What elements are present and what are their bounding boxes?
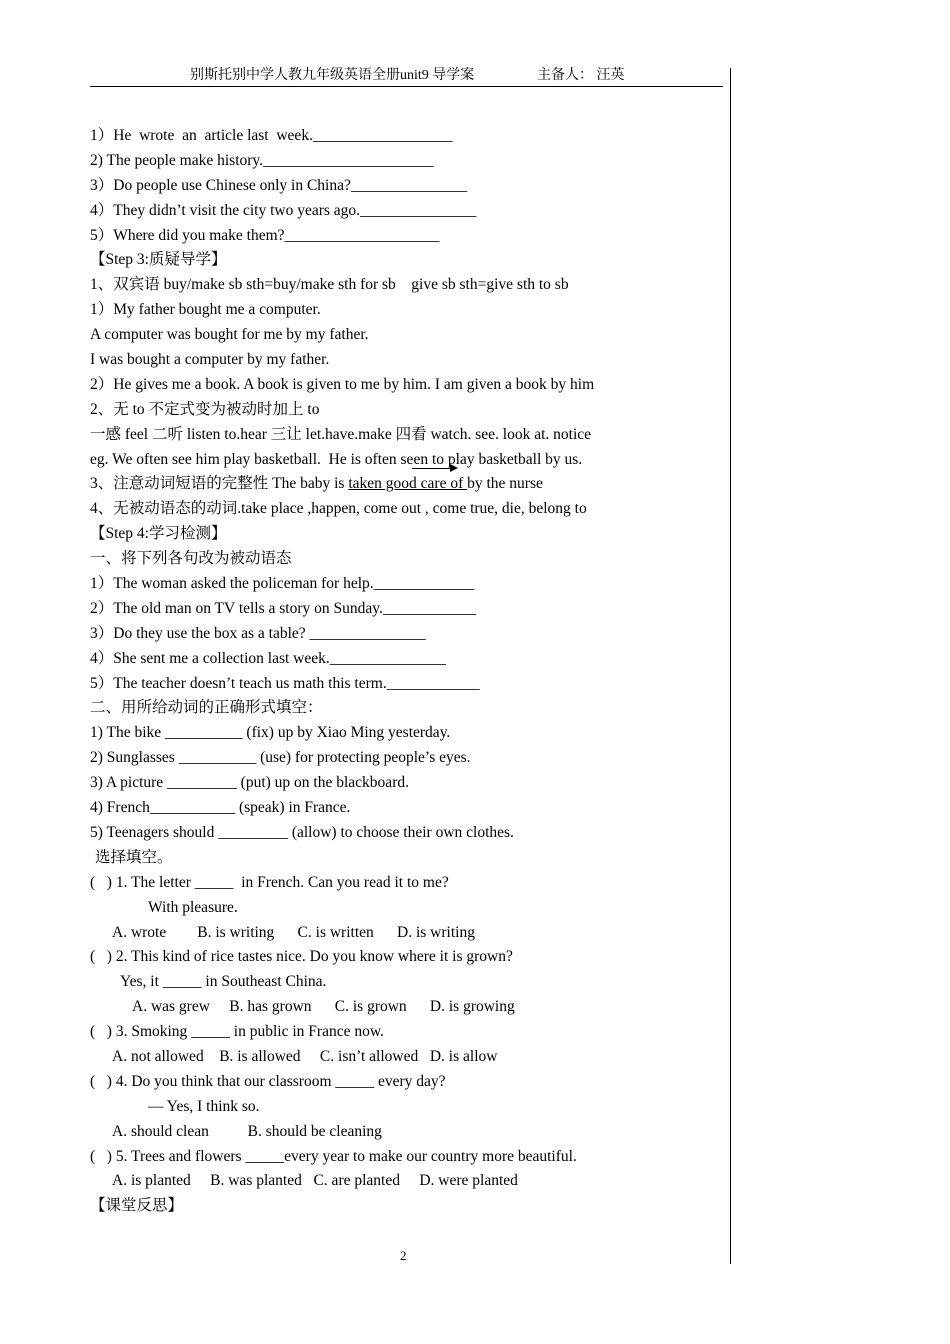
text-line (90, 647, 720, 672)
line-text: 【Step 3:质疑导学】 (90, 251, 227, 269)
line-text: 1）My father bought me a computer. (90, 301, 321, 319)
line-text: 1）The woman asked the policeman for help._____________ (90, 575, 475, 593)
line-text: 3) A picture _________ (put) up on the blackboard. (90, 774, 409, 792)
text-line (90, 1169, 720, 1194)
text-line (90, 1120, 720, 1145)
line-text: 4）They didn’t visit the city two years ago._______________ (90, 201, 477, 219)
text-line (90, 821, 720, 846)
text-line (90, 273, 720, 298)
line-text: 3）Do they use the box as a table? _______________ (90, 624, 426, 642)
text-line (90, 124, 720, 149)
line-text: ( ) 2. This kind of rice tastes nice. Do you know where it is grown? (90, 948, 513, 966)
page-header (90, 66, 723, 87)
page-number: 2 (400, 1248, 407, 1263)
line-text: 2）He gives me a book. A book is given to me by him. I am given a book by him (90, 375, 595, 393)
text-line (90, 398, 720, 423)
text-line (90, 547, 720, 572)
line-text: A computer was bought for me by my father. (90, 326, 369, 344)
text-line (90, 348, 720, 373)
text-line (90, 1070, 720, 1095)
line-text: 5）The teacher doesn’t teach us math this term.____________ (90, 674, 480, 692)
line-text: 【课堂反思】 (90, 1197, 184, 1215)
line-text: 2) Sunglasses __________ (use) for protecting people’s eyes. (90, 749, 471, 767)
line-text: 二、用所给动词的正确形式填空： (90, 699, 323, 717)
line-text: I was bought a computer by my father. (90, 351, 330, 369)
line-text: 一、将下列各句改为被动语态 (90, 550, 292, 568)
header-title: 别斯托别中学人教九年级英语全册unit9 导学案 (190, 68, 475, 83)
line-text: A. is planted B. was planted C. are planted D. were planted (112, 1172, 518, 1190)
line-text: ( ) 4. Do you think that our classroom _____ every day? (90, 1072, 446, 1090)
text-line (90, 1045, 720, 1070)
line-text: A. not allowed B. is allowed C. isn’t allowed D. is allow (112, 1047, 498, 1065)
text-line (90, 373, 720, 398)
text-line (90, 796, 720, 821)
text-line (90, 323, 720, 348)
text-line (90, 696, 720, 721)
line-text: With pleasure. (148, 898, 238, 916)
text-line (90, 995, 720, 1020)
line-text: Yes, it _____ in Southeast China. (120, 973, 327, 991)
text-line (90, 298, 720, 323)
margin-rule (730, 68, 731, 1264)
text-line (90, 871, 720, 896)
text-line (90, 423, 720, 448)
text-line (90, 721, 720, 746)
line-text: 选择填空。 (95, 848, 173, 866)
text-line (90, 224, 720, 249)
text-line (90, 522, 720, 547)
line-text: 4) French___________ (speak) in France. (90, 799, 351, 817)
line-text: A. wrote B. is writing C. is written D. is writing (112, 923, 475, 941)
text-line (90, 174, 720, 199)
text-line (90, 472, 720, 497)
line-text: 4、无被动语态的动词.take place ,happen, come out , come true, die, belong to (90, 500, 587, 518)
text-line (90, 896, 720, 921)
line-text: 3、注意动词短语的完整性 The baby is (90, 475, 349, 493)
text-line (90, 1095, 720, 1120)
line-text: 1）He wrote an article last week.__________________ (90, 127, 453, 144)
text-line (90, 622, 720, 647)
line-text: by the nurse (467, 475, 543, 493)
text-line (90, 1145, 720, 1170)
text-line (90, 846, 720, 871)
line-text: ( ) 1. The letter _____ in French. Can you read it to me? (90, 873, 449, 891)
line-text: 2) The people make history.______________________ (90, 151, 434, 169)
text-line (90, 497, 720, 522)
arrow-annotation (412, 468, 456, 469)
text-line (90, 248, 720, 273)
text-line (90, 199, 720, 224)
line-text: 2、无 to 不定式变为被动时加上 to (90, 400, 320, 418)
line-text: A. was grew B. has grown C. is grown D. is growing (132, 998, 515, 1016)
text-line (90, 597, 720, 622)
text-line (90, 746, 720, 771)
line-text: 一感 feel 二听 listen to.hear 三让 let.have.make 四看 watch. see. look at. notice (90, 425, 592, 443)
line-text: 2）The old man on TV tells a story on Sunday.____________ (90, 599, 476, 617)
text-line (90, 1020, 720, 1045)
text-line (90, 921, 720, 946)
text-line (90, 771, 720, 796)
line-text: ( ) 5. Trees and flowers _____every year to make our country more beautiful. (90, 1147, 577, 1165)
text-line (90, 572, 720, 597)
line-text: — Yes, I think so. (148, 1097, 260, 1115)
header-author: 主备人： 汪英 (537, 68, 625, 83)
underlined-phrase: taken good care of (348, 475, 468, 493)
text-line (90, 945, 720, 970)
worksheet-body (90, 124, 720, 1219)
line-text: 1) The bike __________ (fix) up by Xiao Ming yesterday. (90, 724, 451, 742)
line-text: 5) Teenagers should _________ (allow) to choose their own clothes. (90, 823, 514, 841)
line-text: 4）She sent me a collection last week._______________ (90, 649, 447, 667)
text-line (90, 970, 720, 995)
line-text: 3）Do people use Chinese only in China?_______________ (90, 176, 468, 194)
line-text: ( ) 3. Smoking _____ in public in France now. (90, 1023, 384, 1041)
line-text: 【Step 4:学习检测】 (90, 525, 227, 543)
text-line (90, 672, 720, 697)
line-text: A. should clean B. should be cleaning (112, 1122, 382, 1140)
line-text: 5）Where did you make them?____________________ (90, 226, 440, 244)
text-line (90, 448, 720, 473)
line-text: 1、双宾语 buy/make sb sth=buy/make sth for sb give sb sth=give sth to sb (90, 276, 569, 294)
line-text: eg. We often see him play basketball. He is often seen to play basketball by us. (90, 450, 583, 468)
text-line (90, 149, 720, 174)
text-line (90, 1194, 720, 1219)
